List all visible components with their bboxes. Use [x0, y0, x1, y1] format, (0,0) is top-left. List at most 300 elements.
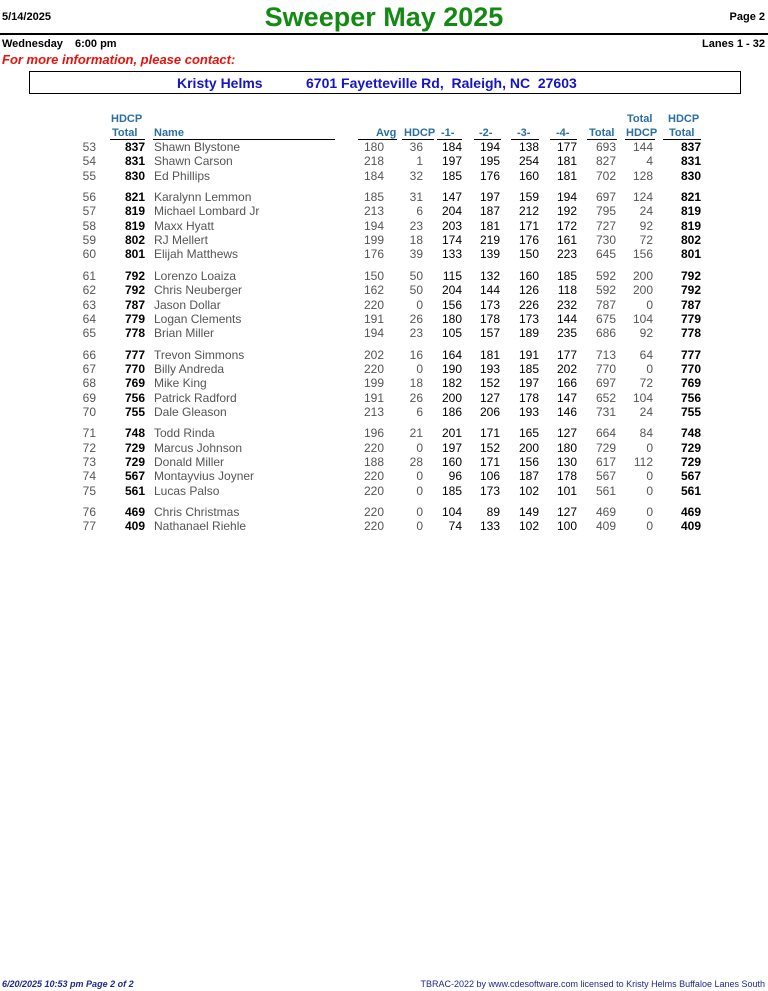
cell-game-4: 185: [556, 268, 577, 283]
cell-hdcp-total: 770: [124, 361, 145, 376]
cell-game-4: 172: [556, 218, 577, 233]
cell-game-2: 144: [479, 283, 500, 298]
cell-game-2: 187: [479, 204, 500, 219]
cell-final-total: 755: [680, 404, 701, 419]
cell-hdcp-total: 801: [124, 247, 145, 262]
table-row: [0, 269, 768, 283]
cell-total-hdcp: 0: [646, 297, 653, 312]
cell-final-total: 769: [680, 376, 701, 391]
cell-rank: 67: [82, 361, 96, 376]
cell-hdcp: 26: [409, 311, 423, 326]
cell-game-2: 157: [479, 326, 500, 341]
cell-name: Michael Lombard Jr: [154, 204, 260, 219]
cell-avg: 220: [363, 440, 384, 455]
cell-game-4: 177: [556, 347, 577, 362]
col-total-hdcp-bottom: HDCP: [626, 127, 658, 139]
cell-game-3: 176: [518, 233, 539, 248]
table-row: [0, 140, 768, 154]
cell-total: 727: [595, 218, 616, 233]
cell-hdcp-total: 837: [124, 140, 145, 154]
footer-timestamp: 6/20/2025 10:53 pm Page 2 of 2: [2, 979, 134, 989]
cell-hdcp-total: 777: [124, 347, 145, 362]
table-row: [0, 469, 768, 483]
cell-final-total: 792: [680, 283, 701, 298]
cell-game-1: 74: [448, 519, 462, 534]
cell-total: 730: [595, 233, 616, 248]
cell-game-4: 235: [556, 326, 577, 341]
cell-avg: 199: [363, 233, 384, 248]
col-game-2: -2-: [479, 127, 493, 139]
cell-hdcp: 21: [409, 426, 423, 441]
cell-game-2: 178: [479, 311, 500, 326]
cell-name: Elijah Matthews: [154, 247, 239, 262]
cell-final-total: 469: [680, 505, 701, 520]
cell-rank: 53: [82, 140, 96, 154]
cell-game-4: 118: [557, 283, 577, 298]
cell-avg: 162: [363, 283, 384, 298]
cell-final-total: 770: [680, 361, 701, 376]
cell-hdcp: 18: [409, 233, 423, 248]
cell-rank: 75: [82, 483, 96, 498]
table-row: [0, 247, 768, 261]
cell-game-2: 194: [479, 140, 500, 154]
cell-rank: 55: [82, 168, 96, 183]
cell-game-2: 181: [479, 347, 500, 362]
cell-rank: 60: [82, 247, 96, 262]
cell-avg: 202: [363, 347, 384, 362]
cell-hdcp-total: 729: [124, 455, 145, 469]
cell-avg: 220: [363, 361, 384, 376]
cell-game-3: 159: [518, 190, 539, 205]
cell-game-4: 232: [556, 297, 577, 312]
cell-name: Todd Rinda: [154, 426, 215, 441]
cell-avg: 196: [363, 426, 384, 441]
cell-total: 702: [595, 168, 616, 183]
cell-name: Montayvius Joyner: [154, 469, 255, 484]
cell-game-3: 193: [518, 404, 539, 419]
cell-rank: 76: [82, 505, 96, 520]
cell-game-1: 156: [441, 297, 462, 312]
cell-game-1: 160: [441, 455, 462, 469]
cell-total-hdcp: 156: [632, 247, 653, 262]
cell-game-4: 178: [556, 469, 577, 484]
cell-total: 561: [595, 483, 616, 498]
cell-total-hdcp: 104: [632, 311, 653, 326]
cell-final-total: 729: [680, 455, 701, 469]
cell-final-total: 819: [680, 204, 701, 219]
cell-game-1: 182: [441, 376, 462, 391]
cell-game-1: 174: [441, 233, 462, 248]
cell-hdcp-total: 567: [124, 469, 145, 484]
table-row: [0, 219, 768, 233]
cell-hdcp: 0: [416, 519, 423, 534]
cell-name: Chris Neuberger: [154, 283, 243, 298]
cell-total-hdcp: 0: [646, 469, 653, 484]
cell-hdcp-total: 729: [124, 440, 145, 455]
table-row: [0, 154, 768, 168]
cell-total-hdcp: 124: [632, 190, 653, 205]
cell-game-4: 130: [556, 455, 577, 469]
cell-rank: 69: [82, 390, 96, 405]
cell-name: Ed Phillips: [154, 168, 211, 183]
cell-avg: 194: [363, 326, 384, 341]
cell-total-hdcp: 4: [646, 154, 653, 169]
cell-game-1: 96: [448, 469, 462, 484]
cell-hdcp-total: 469: [124, 505, 145, 520]
cell-rank: 74: [82, 469, 96, 484]
table-row: [0, 348, 768, 362]
cell-hdcp: 31: [409, 190, 423, 205]
cell-game-2: 139: [479, 247, 500, 262]
cell-game-4: 144: [556, 311, 577, 326]
cell-total-hdcp: 112: [633, 455, 653, 469]
cell-game-3: 200: [518, 440, 539, 455]
cell-game-3: 160: [518, 268, 539, 283]
cell-game-1: 185: [441, 168, 462, 183]
cell-final-total: 409: [680, 519, 701, 534]
cell-total: 617: [595, 455, 616, 469]
cell-total-hdcp: 0: [646, 440, 653, 455]
cell-game-2: 181: [479, 218, 500, 233]
cell-avg: 213: [363, 404, 384, 419]
cell-hdcp-total: 792: [124, 268, 145, 283]
cell-avg: 194: [363, 218, 384, 233]
cell-hdcp: 0: [416, 361, 423, 376]
cell-total: 469: [595, 505, 616, 520]
page-number: Page 2: [729, 11, 765, 23]
cell-name: Trevon Simmons: [154, 347, 245, 362]
cell-hdcp: 6: [416, 204, 423, 219]
cell-name: Logan Clements: [154, 311, 242, 326]
cell-game-3: 102: [518, 519, 539, 534]
cell-game-3: 197: [518, 376, 539, 391]
cell-game-4: 202: [556, 361, 577, 376]
event-day: Wednesday: [2, 38, 63, 50]
table-row: [0, 233, 768, 247]
cell-name: Shawn Blystone: [154, 140, 241, 154]
cell-game-3: 212: [518, 204, 539, 219]
cell-game-3: 126: [518, 283, 539, 298]
cell-game-1: 105: [441, 326, 462, 341]
cell-final-total: 777: [680, 347, 701, 362]
cell-game-3: 226: [518, 297, 539, 312]
cell-game-2: 193: [479, 361, 500, 376]
cell-game-3: 254: [518, 154, 539, 169]
footer-license: TBRAC-2022 by www.cdesoftware.com licensed to Kristy Helms Buffaloe Lanes South: [420, 979, 765, 989]
cell-game-3: 150: [518, 247, 539, 262]
col-final-bottom: Total: [669, 127, 695, 139]
cell-name: Chris Christmas: [154, 505, 240, 520]
cell-total-hdcp: 200: [632, 268, 653, 283]
cell-game-3: 165: [518, 426, 539, 441]
cell-total: 592: [595, 268, 616, 283]
cell-game-2: 176: [479, 168, 500, 183]
col-total-hdcp-top: Total: [627, 113, 653, 125]
cell-name: RJ Mellert: [154, 233, 209, 248]
cell-rank: 66: [82, 347, 96, 362]
cell-game-1: 180: [441, 311, 462, 326]
col-game-3: -3-: [517, 127, 531, 139]
cell-total: 664: [595, 426, 616, 441]
cell-name: Lorenzo Loaiza: [154, 268, 237, 283]
cell-total: 409: [595, 519, 616, 534]
cell-name: Jason Dollar: [154, 297, 221, 312]
cell-game-3: 156: [518, 455, 539, 469]
cell-name: Marcus Johnson: [154, 440, 243, 455]
cell-total-hdcp: 0: [646, 483, 653, 498]
cell-game-2: 152: [479, 440, 500, 455]
cell-game-3: 191: [518, 347, 539, 362]
cell-rank: 58: [82, 218, 96, 233]
cell-total: 686: [595, 326, 616, 341]
cell-game-4: 194: [556, 190, 577, 205]
col-hdcp: HDCP: [404, 127, 436, 139]
cell-name: Patrick Radford: [154, 390, 237, 405]
cell-hdcp-total: 787: [124, 297, 145, 312]
contact-prompt: For more information, please contact:: [2, 52, 236, 67]
cell-game-4: 166: [556, 376, 577, 391]
cell-rank: 71: [82, 426, 96, 441]
table-row: [0, 426, 768, 440]
table-row: [0, 298, 768, 312]
cell-game-4: 223: [556, 247, 577, 262]
cell-game-4: 127: [556, 426, 577, 441]
table-row: [0, 484, 768, 498]
cell-total: 567: [595, 469, 616, 484]
cell-game-1: 164: [441, 347, 462, 362]
cell-game-2: 206: [479, 404, 500, 419]
cell-hdcp: 1: [416, 154, 423, 169]
cell-hdcp-total: 819: [124, 204, 145, 219]
cell-total-hdcp: 104: [632, 390, 653, 405]
cell-game-1: 203: [441, 218, 462, 233]
cell-hdcp-total: 756: [124, 390, 145, 405]
cell-avg: 220: [363, 483, 384, 498]
cell-hdcp-total: 561: [124, 483, 145, 498]
table-row: [0, 326, 768, 340]
cell-avg: 191: [363, 311, 384, 326]
cell-final-total: 821: [680, 190, 701, 205]
cell-rank: 57: [82, 204, 96, 219]
table-row: [0, 376, 768, 390]
cell-name: Donald Miller: [154, 455, 225, 469]
cell-rank: 65: [82, 326, 96, 341]
report-date: 5/14/2025: [2, 11, 51, 23]
cell-hdcp: 18: [409, 376, 423, 391]
cell-rank: 59: [82, 233, 96, 248]
cell-game-2: 133: [479, 519, 500, 534]
cell-total: 795: [595, 204, 616, 219]
cell-hdcp: 0: [416, 505, 423, 520]
col-game-4: -4-: [556, 127, 570, 139]
cell-hdcp: 0: [416, 297, 423, 312]
cell-game-2: 171: [479, 455, 500, 469]
table-row: [0, 312, 768, 326]
cell-total-hdcp: 72: [639, 233, 653, 248]
cell-hdcp: 23: [409, 326, 423, 341]
cell-total-hdcp: 72: [639, 376, 653, 391]
header-divider: [0, 33, 768, 35]
cell-total: 787: [595, 297, 616, 312]
cell-total-hdcp: 92: [639, 326, 653, 341]
cell-hdcp-total: 830: [124, 168, 145, 183]
col-game-1: -1-: [441, 127, 455, 139]
cell-total-hdcp: 84: [639, 426, 653, 441]
cell-final-total: 787: [680, 297, 701, 312]
cell-avg: 180: [363, 140, 384, 154]
cell-avg: 220: [363, 519, 384, 534]
cell-total-hdcp: 92: [639, 218, 653, 233]
cell-game-2: 89: [486, 505, 500, 520]
cell-final-total: 830: [680, 168, 701, 183]
cell-game-4: 146: [556, 404, 577, 419]
cell-hdcp: 39: [409, 247, 423, 262]
cell-name: Maxx Hyatt: [154, 218, 215, 233]
cell-total-hdcp: 0: [646, 519, 653, 534]
cell-hdcp: 23: [409, 218, 423, 233]
cell-game-1: 185: [441, 483, 462, 498]
cell-hdcp: 0: [416, 483, 423, 498]
cell-avg: 150: [363, 268, 384, 283]
table-row: [0, 405, 768, 419]
col-hdcp-total-top: HDCP: [111, 113, 143, 125]
cell-hdcp: 16: [409, 347, 423, 362]
table-row: [0, 519, 768, 533]
cell-name: Dale Gleason: [154, 404, 227, 419]
cell-final-total: 748: [680, 426, 701, 441]
cell-final-total: 831: [680, 154, 701, 169]
table-row: [0, 455, 768, 469]
cell-total-hdcp: 64: [639, 347, 653, 362]
table-row: [0, 204, 768, 218]
cell-final-total: 561: [680, 483, 701, 498]
cell-hdcp: 28: [409, 455, 423, 469]
cell-final-total: 801: [680, 247, 701, 262]
cell-rank: 62: [82, 283, 96, 298]
cell-game-2: 127: [479, 390, 500, 405]
cell-game-1: 147: [441, 190, 462, 205]
cell-name: Billy Andreda: [154, 361, 225, 376]
cell-total-hdcp: 0: [646, 505, 653, 520]
cell-total: 827: [595, 154, 616, 169]
cell-game-3: 189: [518, 326, 539, 341]
cell-avg: 213: [363, 204, 384, 219]
contact-name: Kristy Helms: [177, 75, 263, 91]
cell-game-4: 161: [556, 233, 577, 248]
cell-game-1: 133: [441, 247, 462, 262]
cell-game-2: 171: [479, 426, 500, 441]
cell-final-total: 802: [680, 233, 701, 248]
cell-game-4: 127: [556, 505, 577, 520]
cell-total: 697: [595, 376, 616, 391]
cell-total: 697: [595, 190, 616, 205]
cell-rank: 61: [82, 268, 96, 283]
cell-total: 652: [595, 390, 616, 405]
cell-game-4: 101: [556, 483, 577, 498]
table-row: [0, 441, 768, 455]
cell-rank: 54: [82, 154, 96, 169]
cell-rank: 64: [82, 311, 96, 326]
cell-total: 731: [595, 404, 616, 419]
cell-rank: 70: [82, 404, 96, 419]
cell-game-1: 115: [442, 268, 462, 283]
cell-final-total: 779: [680, 311, 701, 326]
cell-game-2: 152: [479, 376, 500, 391]
contact-address: 6701 Fayetteville Rd, Raleigh, NC 27603: [306, 75, 577, 91]
cell-hdcp: 50: [409, 268, 423, 283]
cell-game-1: 197: [441, 154, 462, 169]
cell-game-3: 178: [518, 390, 539, 405]
table-row: [0, 190, 768, 204]
cell-game-2: 132: [479, 268, 500, 283]
table-row: [0, 169, 768, 183]
cell-game-2: 195: [479, 154, 500, 169]
cell-game-1: 204: [441, 283, 462, 298]
cell-rank: 63: [82, 297, 96, 312]
cell-total-hdcp: 128: [632, 168, 653, 183]
cell-game-1: 200: [441, 390, 462, 405]
col-avg: Avg: [376, 127, 397, 139]
cell-hdcp: 36: [409, 140, 423, 154]
cell-avg: 199: [363, 376, 384, 391]
cell-game-2: 173: [479, 483, 500, 498]
cell-final-total: 819: [680, 218, 701, 233]
cell-total-hdcp: 144: [632, 140, 653, 154]
cell-rank: 77: [82, 519, 96, 534]
cell-avg: 188: [363, 455, 384, 469]
cell-game-3: 160: [518, 168, 539, 183]
cell-game-4: 192: [556, 204, 577, 219]
col-hdcp-total-bottom: Total: [112, 127, 138, 139]
cell-game-3: 173: [518, 311, 539, 326]
cell-game-4: 181: [556, 168, 577, 183]
cell-total: 770: [595, 361, 616, 376]
cell-final-total: 729: [680, 440, 701, 455]
cell-final-total: 567: [680, 469, 701, 484]
cell-hdcp-total: 778: [124, 326, 145, 341]
cell-game-3: 185: [518, 361, 539, 376]
cell-total: 713: [595, 347, 616, 362]
cell-avg: 185: [363, 190, 384, 205]
cell-hdcp-total: 792: [124, 283, 145, 298]
cell-game-4: 180: [556, 440, 577, 455]
col-name: Name: [154, 127, 184, 139]
cell-avg: 176: [363, 247, 384, 262]
cell-final-total: 756: [680, 390, 701, 405]
cell-name: Lucas Palso: [154, 483, 220, 498]
cell-avg: 191: [363, 390, 384, 405]
cell-avg: 220: [363, 505, 384, 520]
report-title: Sweeper May 2025: [264, 2, 504, 32]
lanes-range: Lanes 1 - 32: [702, 38, 765, 50]
cell-total-hdcp: 24: [639, 404, 653, 419]
cell-name: Karalynn Lemmon: [154, 190, 252, 205]
cell-avg: 218: [363, 154, 384, 169]
cell-game-1: 197: [441, 440, 462, 455]
cell-name: Shawn Carson: [154, 154, 233, 169]
cell-hdcp: 50: [409, 283, 423, 298]
table-row: [0, 391, 768, 405]
cell-game-1: 184: [441, 140, 462, 154]
cell-name: Brian Miller: [154, 326, 215, 341]
col-final-top: HDCP: [668, 113, 700, 125]
cell-game-3: 149: [518, 505, 539, 520]
cell-game-2: 173: [479, 297, 500, 312]
table-row: [0, 362, 768, 376]
cell-total: 729: [595, 440, 616, 455]
cell-game-3: 187: [518, 469, 539, 484]
table-row: [0, 505, 768, 519]
